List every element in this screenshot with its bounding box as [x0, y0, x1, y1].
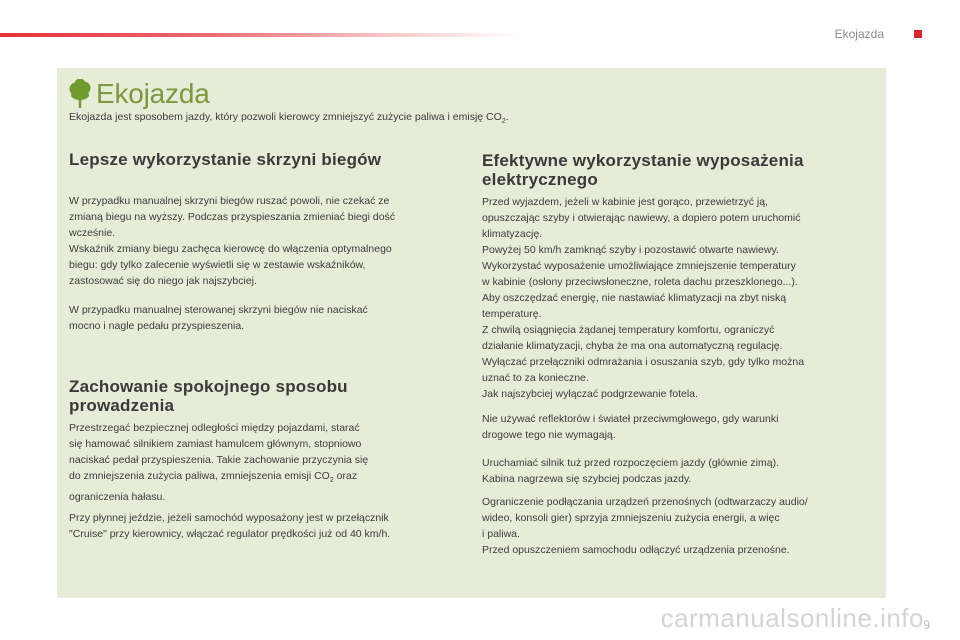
section-title-electrical-equipment: Efektywne wykorzystanie wyposażenia elektrycznego — [482, 151, 804, 189]
electrical-paragraph-2: Nie używać reflektorów i świateł przeciwmgłowego, gdy warunki drogowe tego nie wymagają. — [482, 413, 779, 441]
intro-text: Ekojazda jest sposobem jazdy, który pozwoli kierowcy zmniejszyć zużycie paliwa i emisję $CO_2$. — [69, 111, 509, 126]
section-gear-usage — [69, 150, 464, 169]
section-title-gear-usage: Lepsze wykorzystanie skrzyni biegów — [69, 150, 382, 169]
gear-usage-paragraph-1: W przypadku manualnej skrzyni biegów ruszać powoli, nie czekać ze zmianą biegu na wyższy. Podczas przyspieszania zmieniać biegi dość wcześnie. Wskaźnik zmiany biegu zachęca kierowcę do włączenia optymalnego biegu: gdy tylko zalecenie wyświetli się w zestawie wskaźników, zastosować się do niego jak najszybciej. — [69, 195, 396, 287]
electrical-paragraph-4: Ograniczenie podłączania urządzeń przenośnych (odtwarzaczy audio/ wideo, konsoli gier) sprzyja zmniejszeniu zużycia energii, a więc i paliwa. Przed opuszczeniem samochodu odłączyć urządzenia przenośne. — [482, 496, 808, 556]
header-marker — [914, 30, 922, 38]
electrical-paragraph-1: Przed wyjazdem, jeżeli w kabinie jest gorąco, przewietrzyć ją, opuszczając szyby i otwierając nawiewy, a dopiero potem uruchomić klimatyzację. Powyżej 50 km/h zamknąć szyby i pozostawić otwarte nawiewy. Wykorzystać wyposażenie umożliwiające zmniejszenie temperatury w kabinie (osłony przeciwsłoneczne, roleta dachu przeszklonego...). Aby oszczędzać energię, nie nastawiać klimatyzacji na zbyt niską temperaturę. Z chwilą osiągnięcia żądanej temperatury komfortu, ograniczyć działanie klimatyzacji, chyba że ma ona automatyczną regulację. Wyłączać przełączniki odmrażania i osuszania szyb, gdy tylko można uznać to za konieczne. Jak najszybciej wyłączać podgrzewanie fotela. — [482, 196, 805, 400]
page-title-block — [68, 78, 210, 110]
gear-usage-paragraph-2: W przypadku manualnej sterowanej skrzyni biegów nie naciskać mocno i nagle pedału przyspieszenia. — [69, 304, 368, 332]
section-title-calm-driving: Zachowanie spokojnego sposobu prowadzenia — [69, 377, 348, 415]
header-stripe — [0, 33, 520, 37]
page-number: 9 — [923, 618, 930, 632]
page-title: Ekojazda — [96, 78, 210, 109]
calm-driving-paragraph-2: Przy płynnej jeździe, jeżeli samochód wyposażony jest w przełącznik "Cruise" przy kierownicy, włączać regulator prędkości już od 40 km/h. — [69, 512, 391, 540]
electrical-paragraph-3: Uruchamiać silnik tuż przed rozpoczęciem jazdy (głównie zimą). Kabina nagrzewa się szybciej podczas jazdy. — [482, 457, 780, 485]
calm-driving-paragraph-1: Przestrzegać bezpiecznej odległości między pojazdami, starać się hamować silnikiem zamiast hamulcem głównym, stopniowo naciskać pedał przyspieszenia. Takie zachowanie przyczynia się do zmniejszenia zużycia paliwa, zmniejszenia emisji $CO_2$ oraz ograniczenia hałasu. — [69, 422, 369, 504]
header-section-label: Ekojazda — [834, 27, 884, 41]
tree-icon — [68, 79, 92, 109]
watermark-text: carmanualsonline.info — [660, 603, 924, 633]
